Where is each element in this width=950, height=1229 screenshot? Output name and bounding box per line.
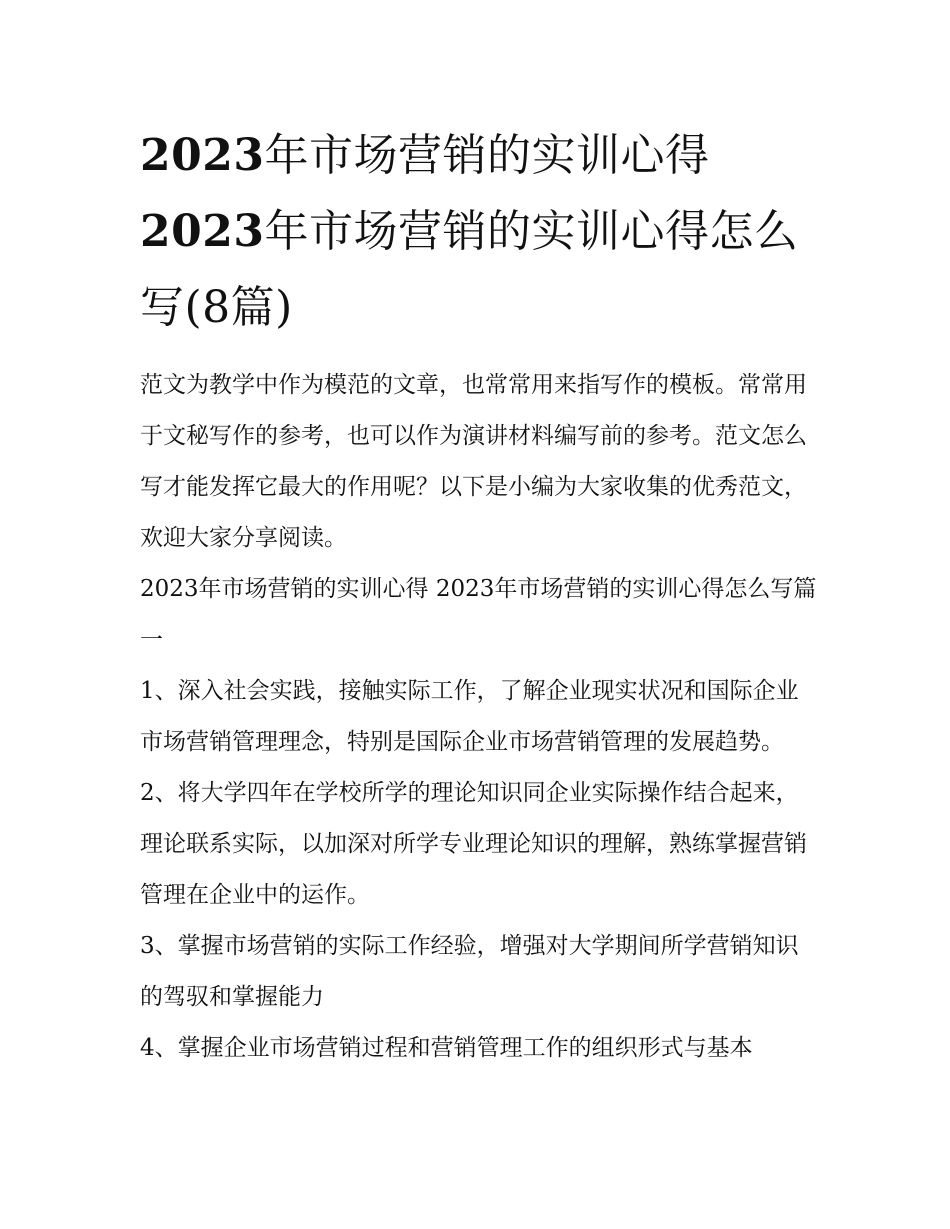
document-body	[140, 360, 820, 1074]
title-year-1: 2023	[140, 130, 265, 181]
list-item-2: 2、将大学四年在学校所学的理论知识同企业实际操作结合起来，理论联系实际，以加深对所学专业理论知识的理解，熟练掌握营销管理在企业中的运作。	[140, 780, 807, 908]
title-text-1: 年市场营销的实训心得	[264, 130, 710, 181]
document-page	[140, 118, 820, 1074]
list-item-3: 3、掌握市场营销的实际工作经验，增强对大学期间所学营销知识的驾驭和掌握能力	[140, 933, 799, 1010]
intro-paragraph: 范文为教学中作为模范的文章，也常常用来指写作的模板。常常用于文秘写作的参考，也可以作为演讲材料编写前的参考。范文怎么写才能发挥它最大的作用呢？以下是小编为大家收集的优秀范文，欢迎大家分享阅读。	[140, 372, 807, 551]
title-text-2: 年市场营销的实训心得怎么写(8篇)	[140, 206, 799, 333]
list-item-1: 1、深入社会实践，接触实际工作，了解企业现实状况和国际企业市场营销管理理念，特别是国际企业市场营销管理的发展趋势。	[140, 678, 799, 755]
list-item-4: 4、掌握企业市场营销过程和营销管理工作的组织形式与基本	[140, 1035, 753, 1061]
section-heading: 2023年市场营销的实训心得 2023年市场营销的实训心得怎么写篇一	[140, 576, 817, 653]
title-year-2: 2023	[140, 206, 265, 257]
document-title	[140, 118, 820, 346]
